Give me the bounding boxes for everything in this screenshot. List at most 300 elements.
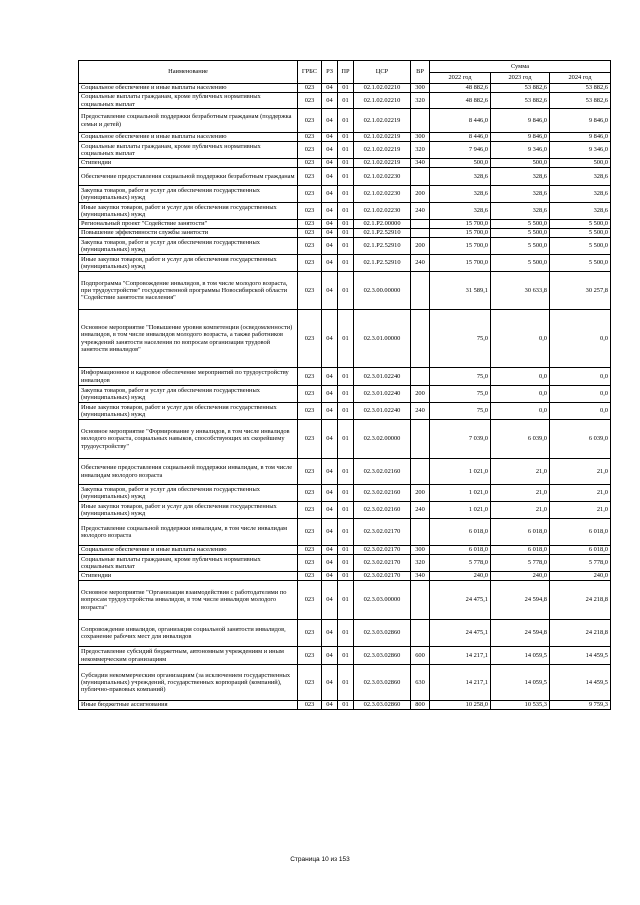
cell-sum-2023: 24 594,8	[491, 620, 550, 647]
cell-sum-2024: 21,0	[550, 459, 611, 485]
cell-grbs: 023	[298, 403, 322, 420]
cell-name: Стипендии	[79, 572, 298, 581]
cell-name: Основное мероприятие "Формирование у инвалидов, в том числе инвалидов молодого возраста, социальных навыков, способствующих их скорейшему трудоустройству"	[79, 420, 298, 459]
header-vr: ВР	[411, 61, 430, 84]
cell-vr	[411, 229, 430, 238]
cell-csr: 02.1.02.02219	[354, 159, 411, 168]
cell-sum-2023: 30 633,8	[491, 272, 550, 310]
cell-sum-2023: 9 346,0	[491, 142, 550, 159]
cell-csr: 02.3.02.02170	[354, 572, 411, 581]
cell-csr: 02.1.P2.00000	[354, 220, 411, 229]
cell-rz: 04	[322, 459, 338, 485]
cell-vr	[411, 420, 430, 459]
cell-csr: 02.1.02.02230	[354, 203, 411, 220]
cell-pr: 01	[338, 93, 354, 109]
cell-grbs: 023	[298, 386, 322, 403]
cell-sum-2022: 75,0	[430, 368, 491, 386]
cell-sum-2022: 328,6	[430, 186, 491, 203]
cell-vr: 300	[411, 84, 430, 93]
cell-name: Основное мероприятие "Повышение уровня компетенции (осведомленности) инвалидов, в том числе инвалидов молодого возраста, а также работников учреждений занятости населения по вопросам организации трудовой занятости инвалидов"	[79, 310, 298, 368]
cell-vr: 240	[411, 502, 430, 519]
cell-vr: 240	[411, 403, 430, 420]
cell-name: Иные закупки товаров, работ и услуг для обеспечения государственных (муниципальных) нужд	[79, 403, 298, 420]
cell-rz: 04	[322, 581, 338, 620]
cell-sum-2023: 24 594,8	[491, 581, 550, 620]
cell-pr: 01	[338, 238, 354, 255]
cell-name: Предоставление социальной поддержки безработным гражданам (поддержка семьи и детей)	[79, 109, 298, 133]
cell-sum-2024: 9 759,3	[550, 701, 611, 710]
cell-sum-2024: 53 882,6	[550, 93, 611, 109]
cell-vr: 320	[411, 93, 430, 109]
cell-grbs: 023	[298, 572, 322, 581]
cell-rz: 04	[322, 109, 338, 133]
cell-sum-2022: 48 882,6	[430, 84, 491, 93]
cell-name: Закупка товаров, работ и услуг для обеспечения государственных (муниципальных) нужд	[79, 386, 298, 403]
table-row	[79, 220, 611, 229]
cell-csr: 02.3.02.02160	[354, 485, 411, 502]
cell-rz: 04	[322, 701, 338, 710]
cell-vr: 300	[411, 133, 430, 142]
cell-rz: 04	[322, 159, 338, 168]
cell-sum-2024: 5 500,0	[550, 255, 611, 272]
cell-name: Закупка товаров, работ и услуг для обеспечения государственных (муниципальных) нужд	[79, 485, 298, 502]
cell-sum-2023: 0,0	[491, 368, 550, 386]
cell-sum-2023: 21,0	[491, 485, 550, 502]
cell-name: Предоставление субсидий бюджетным, автономным учреждениям и иным некоммерческим организациям	[79, 647, 298, 665]
cell-pr: 01	[338, 403, 354, 420]
cell-sum-2022: 15 700,0	[430, 229, 491, 238]
cell-grbs: 023	[298, 581, 322, 620]
cell-name: Социальные выплаты гражданам, кроме публичных нормативных социальных выплат	[79, 555, 298, 572]
cell-csr: 02.3.00.00000	[354, 272, 411, 310]
cell-sum-2024: 14 459,5	[550, 647, 611, 665]
cell-rz: 04	[322, 665, 338, 701]
table-row	[79, 272, 611, 310]
table-row	[79, 386, 611, 403]
cell-sum-2023: 9 846,0	[491, 133, 550, 142]
cell-vr: 200	[411, 186, 430, 203]
table-row	[79, 133, 611, 142]
cell-pr: 01	[338, 555, 354, 572]
cell-vr: 600	[411, 647, 430, 665]
cell-vr	[411, 459, 430, 485]
cell-sum-2023: 6 018,0	[491, 546, 550, 555]
cell-name: Стипендии	[79, 159, 298, 168]
table-row	[79, 229, 611, 238]
table-body	[79, 84, 611, 710]
cell-vr: 320	[411, 142, 430, 159]
cell-grbs: 023	[298, 238, 322, 255]
cell-vr: 630	[411, 665, 430, 701]
cell-sum-2023: 5 500,0	[491, 238, 550, 255]
cell-csr: 02.3.03.00000	[354, 581, 411, 620]
cell-grbs: 023	[298, 84, 322, 93]
table-row	[79, 310, 611, 368]
cell-grbs: 023	[298, 368, 322, 386]
cell-sum-2022: 7 946,0	[430, 142, 491, 159]
cell-sum-2024: 24 218,8	[550, 620, 611, 647]
cell-sum-2023: 328,6	[491, 186, 550, 203]
cell-grbs: 023	[298, 203, 322, 220]
cell-sum-2024: 328,6	[550, 168, 611, 186]
cell-sum-2024: 24 218,8	[550, 581, 611, 620]
cell-sum-2023: 21,0	[491, 502, 550, 519]
cell-csr: 02.1.02.02230	[354, 168, 411, 186]
cell-sum-2024: 14 459,5	[550, 665, 611, 701]
cell-sum-2024: 240,0	[550, 572, 611, 581]
cell-sum-2024: 21,0	[550, 502, 611, 519]
cell-sum-2024: 0,0	[550, 386, 611, 403]
cell-rz: 04	[322, 142, 338, 159]
cell-pr: 01	[338, 133, 354, 142]
cell-sum-2024: 21,0	[550, 485, 611, 502]
cell-csr: 02.1.02.02219	[354, 133, 411, 142]
cell-sum-2024: 328,6	[550, 186, 611, 203]
cell-name: Региональный проект "Содействие занятости"	[79, 220, 298, 229]
cell-sum-2022: 10 258,0	[430, 701, 491, 710]
cell-sum-2024: 328,6	[550, 203, 611, 220]
cell-sum-2024: 5 500,0	[550, 238, 611, 255]
cell-grbs: 023	[298, 109, 322, 133]
cell-rz: 04	[322, 546, 338, 555]
table-row	[79, 168, 611, 186]
cell-name: Основное мероприятие "Организация взаимодействия с работодателями по вопросам трудоустройства инвалидов, в том числе инвалидов молодого возраста"	[79, 581, 298, 620]
cell-pr: 01	[338, 546, 354, 555]
cell-grbs: 023	[298, 186, 322, 203]
header-rz: РЗ	[322, 61, 338, 84]
cell-sum-2024: 6 018,0	[550, 546, 611, 555]
cell-name: Повышение эффективности службы занятости	[79, 229, 298, 238]
cell-sum-2022: 1 021,0	[430, 485, 491, 502]
cell-grbs: 023	[298, 272, 322, 310]
cell-csr: 02.3.01.02240	[354, 403, 411, 420]
cell-csr: 02.1.02.02230	[354, 186, 411, 203]
cell-sum-2023: 240,0	[491, 572, 550, 581]
cell-grbs: 023	[298, 229, 322, 238]
cell-vr: 320	[411, 555, 430, 572]
cell-csr: 02.3.02.02160	[354, 459, 411, 485]
cell-sum-2024: 6 039,0	[550, 420, 611, 459]
cell-vr	[411, 620, 430, 647]
cell-vr	[411, 220, 430, 229]
cell-vr	[411, 272, 430, 310]
cell-pr: 01	[338, 665, 354, 701]
table-row	[79, 109, 611, 133]
cell-rz: 04	[322, 310, 338, 368]
cell-csr: 02.3.02.02170	[354, 519, 411, 546]
cell-grbs: 023	[298, 220, 322, 229]
cell-sum-2022: 5 778,0	[430, 555, 491, 572]
table-row	[79, 368, 611, 386]
cell-pr: 01	[338, 84, 354, 93]
cell-csr: 02.3.01.00000	[354, 310, 411, 368]
cell-pr: 01	[338, 420, 354, 459]
cell-sum-2023: 5 500,0	[491, 255, 550, 272]
cell-name: Закупка товаров, работ и услуг для обеспечения государственных (муниципальных) нужд	[79, 186, 298, 203]
cell-sum-2022: 15 700,0	[430, 238, 491, 255]
cell-sum-2024: 9 346,0	[550, 142, 611, 159]
cell-pr: 01	[338, 620, 354, 647]
cell-sum-2022: 6 018,0	[430, 546, 491, 555]
cell-grbs: 023	[298, 142, 322, 159]
table-row	[79, 142, 611, 159]
cell-grbs: 023	[298, 620, 322, 647]
header-year-2024: 2024 год	[550, 73, 611, 84]
cell-csr: 02.1.P2.52910	[354, 255, 411, 272]
cell-name: Социальное обеспечение и иные выплаты населению	[79, 133, 298, 142]
cell-vr: 200	[411, 238, 430, 255]
cell-pr: 01	[338, 186, 354, 203]
cell-rz: 04	[322, 84, 338, 93]
cell-pr: 01	[338, 142, 354, 159]
cell-rz: 04	[322, 620, 338, 647]
cell-name: Предоставление социальной поддержки инвалидам, в том числе инвалидам молодого возраста	[79, 519, 298, 546]
cell-pr: 01	[338, 159, 354, 168]
cell-vr: 200	[411, 485, 430, 502]
cell-pr: 01	[338, 459, 354, 485]
cell-sum-2023: 500,0	[491, 159, 550, 168]
cell-pr: 01	[338, 220, 354, 229]
cell-vr: 340	[411, 159, 430, 168]
cell-rz: 04	[322, 168, 338, 186]
cell-rz: 04	[322, 186, 338, 203]
cell-sum-2022: 1 021,0	[430, 502, 491, 519]
cell-name: Информационное и кадровое обеспечение мероприятий по трудоустройству инвалидов	[79, 368, 298, 386]
cell-vr	[411, 310, 430, 368]
cell-sum-2023: 21,0	[491, 459, 550, 485]
cell-grbs: 023	[298, 485, 322, 502]
cell-sum-2022: 15 700,0	[430, 220, 491, 229]
table-row	[79, 620, 611, 647]
cell-sum-2022: 14 217,1	[430, 647, 491, 665]
cell-name: Сопровождение инвалидов, организация социальной занятости инвалидов, сохранение рабочих мест для инвалидов	[79, 620, 298, 647]
cell-pr: 01	[338, 701, 354, 710]
cell-name: Социальное обеспечение и иные выплаты населению	[79, 546, 298, 555]
table-row	[79, 519, 611, 546]
cell-name: Субсидии некоммерческим организациям (за исключением государственных (муниципальных) учреждений, государственных корпораций (компаний), публично-правовых компаний)	[79, 665, 298, 701]
cell-sum-2023: 53 882,6	[491, 84, 550, 93]
cell-grbs: 023	[298, 647, 322, 665]
cell-sum-2023: 0,0	[491, 310, 550, 368]
cell-name: Социальные выплаты гражданам, кроме публичных нормативных социальных выплат	[79, 142, 298, 159]
cell-sum-2024: 5 500,0	[550, 229, 611, 238]
cell-grbs: 023	[298, 459, 322, 485]
cell-name: Иные бюджетные ассигнования	[79, 701, 298, 710]
cell-rz: 04	[322, 386, 338, 403]
cell-grbs: 023	[298, 502, 322, 519]
cell-pr: 01	[338, 485, 354, 502]
cell-sum-2022: 8 446,0	[430, 109, 491, 133]
cell-grbs: 023	[298, 93, 322, 109]
cell-sum-2023: 5 500,0	[491, 220, 550, 229]
cell-name: Социальное обеспечение и иные выплаты населению	[79, 84, 298, 93]
cell-csr: 02.1.02.02210	[354, 93, 411, 109]
cell-sum-2022: 31 589,1	[430, 272, 491, 310]
table-row	[79, 403, 611, 420]
header-pr: ПР	[338, 61, 354, 84]
cell-csr: 02.3.01.02240	[354, 368, 411, 386]
cell-vr	[411, 109, 430, 133]
cell-sum-2022: 500,0	[430, 159, 491, 168]
cell-sum-2022: 24 475,1	[430, 620, 491, 647]
table-row	[79, 581, 611, 620]
header-grbs: ГРБС	[298, 61, 322, 84]
cell-csr: 02.3.02.02160	[354, 502, 411, 519]
table-row	[79, 555, 611, 572]
table-row	[79, 546, 611, 555]
cell-vr	[411, 368, 430, 386]
cell-sum-2022: 328,6	[430, 203, 491, 220]
cell-csr: 02.3.03.02860	[354, 647, 411, 665]
table-row	[79, 238, 611, 255]
cell-rz: 04	[322, 133, 338, 142]
cell-sum-2023: 6 039,0	[491, 420, 550, 459]
cell-csr: 02.3.03.02860	[354, 665, 411, 701]
cell-grbs: 023	[298, 255, 322, 272]
cell-sum-2024: 6 018,0	[550, 519, 611, 546]
table-row	[79, 502, 611, 519]
table-row	[79, 186, 611, 203]
cell-csr: 02.1.02.02219	[354, 142, 411, 159]
cell-rz: 04	[322, 93, 338, 109]
cell-grbs: 023	[298, 310, 322, 368]
cell-pr: 01	[338, 168, 354, 186]
table-row	[79, 647, 611, 665]
cell-name: Подпрограмма "Сопровождение инвалидов, в том числе молодого возраста, при трудоустройстве" государственной программы Новосибирской области "Содействие занятости населения"	[79, 272, 298, 310]
cell-rz: 04	[322, 403, 338, 420]
table-row	[79, 159, 611, 168]
header-name: Наименование	[79, 61, 298, 84]
cell-sum-2023: 0,0	[491, 386, 550, 403]
cell-pr: 01	[338, 502, 354, 519]
cell-pr: 01	[338, 203, 354, 220]
table-row	[79, 203, 611, 220]
cell-vr: 240	[411, 255, 430, 272]
cell-sum-2023: 14 059,5	[491, 647, 550, 665]
cell-pr: 01	[338, 368, 354, 386]
cell-grbs: 023	[298, 519, 322, 546]
cell-rz: 04	[322, 229, 338, 238]
cell-rz: 04	[322, 572, 338, 581]
page-number: Страница 10 из 153	[290, 856, 350, 863]
cell-sum-2022: 328,6	[430, 168, 491, 186]
cell-rz: 04	[322, 647, 338, 665]
cell-grbs: 023	[298, 420, 322, 459]
cell-pr: 01	[338, 519, 354, 546]
cell-vr: 300	[411, 546, 430, 555]
cell-sum-2023: 14 059,5	[491, 665, 550, 701]
cell-pr: 01	[338, 572, 354, 581]
cell-rz: 04	[322, 203, 338, 220]
cell-pr: 01	[338, 229, 354, 238]
cell-vr: 240	[411, 203, 430, 220]
cell-csr: 02.1.02.02210	[354, 84, 411, 93]
cell-sum-2024: 0,0	[550, 403, 611, 420]
header-year-2023: 2023 год	[491, 73, 550, 84]
cell-pr: 01	[338, 581, 354, 620]
cell-sum-2022: 24 475,1	[430, 581, 491, 620]
header-csr: ЦСР	[354, 61, 411, 84]
cell-sum-2023: 6 018,0	[491, 519, 550, 546]
cell-pr: 01	[338, 386, 354, 403]
cell-sum-2024: 53 882,6	[550, 84, 611, 93]
cell-sum-2022: 1 021,0	[430, 459, 491, 485]
cell-grbs: 023	[298, 133, 322, 142]
cell-sum-2022: 48 882,6	[430, 93, 491, 109]
cell-rz: 04	[322, 220, 338, 229]
table-row	[79, 84, 611, 93]
cell-sum-2023: 5 778,0	[491, 555, 550, 572]
cell-csr: 02.3.02.00000	[354, 420, 411, 459]
cell-name: Обеспечение предоставления социальной поддержки инвалидам, в том числе инвалидам молодого возраста	[79, 459, 298, 485]
cell-pr: 01	[338, 647, 354, 665]
cell-pr: 01	[338, 310, 354, 368]
cell-csr: 02.3.03.02860	[354, 701, 411, 710]
cell-rz: 04	[322, 255, 338, 272]
cell-rz: 04	[322, 519, 338, 546]
cell-sum-2022: 14 217,1	[430, 665, 491, 701]
cell-vr: 200	[411, 386, 430, 403]
cell-name: Иные закупки товаров, работ и услуг для обеспечения государственных (муниципальных) нужд	[79, 255, 298, 272]
cell-sum-2023: 0,0	[491, 403, 550, 420]
cell-grbs: 023	[298, 701, 322, 710]
cell-rz: 04	[322, 420, 338, 459]
cell-grbs: 023	[298, 555, 322, 572]
cell-sum-2022: 75,0	[430, 403, 491, 420]
table-row	[79, 459, 611, 485]
table-row	[79, 572, 611, 581]
table-row	[79, 665, 611, 701]
header-sum: Сумма	[430, 61, 611, 73]
cell-sum-2024: 9 846,0	[550, 109, 611, 133]
cell-csr: 02.1.P2.52910	[354, 229, 411, 238]
cell-vr: 340	[411, 572, 430, 581]
cell-rz: 04	[322, 368, 338, 386]
cell-sum-2024: 5 778,0	[550, 555, 611, 572]
cell-rz: 04	[322, 238, 338, 255]
cell-csr: 02.1.02.02219	[354, 109, 411, 133]
cell-sum-2024: 9 846,0	[550, 133, 611, 142]
cell-rz: 04	[322, 555, 338, 572]
cell-pr: 01	[338, 272, 354, 310]
cell-sum-2024: 500,0	[550, 159, 611, 168]
cell-sum-2022: 15 700,0	[430, 255, 491, 272]
cell-grbs: 023	[298, 665, 322, 701]
cell-pr: 01	[338, 255, 354, 272]
table-row	[79, 485, 611, 502]
cell-name: Социальные выплаты гражданам, кроме публичных нормативных социальных выплат	[79, 93, 298, 109]
cell-csr: 02.3.02.02170	[354, 555, 411, 572]
cell-sum-2024: 0,0	[550, 368, 611, 386]
cell-vr: 800	[411, 701, 430, 710]
cell-rz: 04	[322, 502, 338, 519]
cell-grbs: 023	[298, 159, 322, 168]
header-year-2022: 2022 год	[430, 73, 491, 84]
table-row	[79, 701, 611, 710]
cell-sum-2023: 328,6	[491, 203, 550, 220]
cell-rz: 04	[322, 272, 338, 310]
table-row	[79, 420, 611, 459]
cell-pr: 01	[338, 109, 354, 133]
cell-vr	[411, 581, 430, 620]
cell-sum-2023: 53 882,6	[491, 93, 550, 109]
cell-sum-2023: 10 535,3	[491, 701, 550, 710]
cell-sum-2023: 5 500,0	[491, 229, 550, 238]
cell-sum-2023: 328,6	[491, 168, 550, 186]
cell-sum-2022: 75,0	[430, 386, 491, 403]
cell-grbs: 023	[298, 168, 322, 186]
cell-name: Иные закупки товаров, работ и услуг для обеспечения государственных (муниципальных) нужд	[79, 203, 298, 220]
